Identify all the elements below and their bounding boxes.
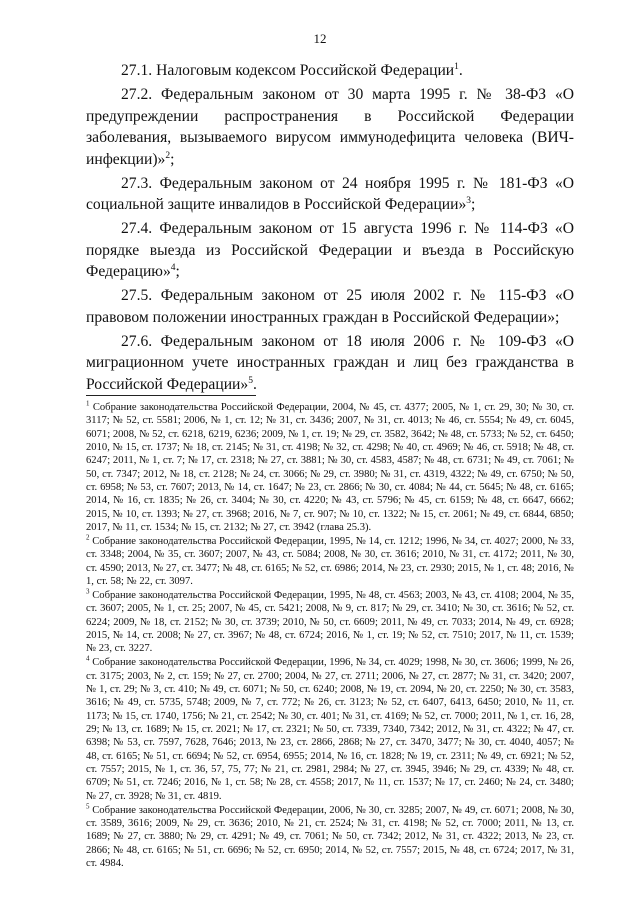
law-item-tail: ;	[175, 263, 180, 280]
footnote-ref: 4	[170, 262, 176, 273]
footnote-text: Собрание законодательства Российской Федерации, 1996, № 34, ст. 4029; 1998, № 30, ст. 3606; 1999, № 26, ст. 3175; 2003, № 2, ст. 159; № 27, ст. 2700; 2004, № 27, ст. 2711; 2006, № 27, ст. 2877; № 31, ст. 3420; 2007, № 1, ст. 29; № 3, ст. 410; № 49, ст. 6071; № 50, ст. 6240; 2008, № 19, ст. 2094, № 20, ст. 2250; № 30, ст. 3583, 3616; № 49, ст. 5735, 5748; 2009, № 7, ст. 772; № 26, ст. 3123; № 52, ст. 6407, 6413, 6450; 2010, № 11, ст. 1173; № 15, ст. 1740, 1756; № 21, ст. 2542; № 30, ст. 401; № 31, ст. 4169; № 52, ст. 7000; 2011, № 1, ст. 16, 28, 29; № 13, ст. 1689; № 15, ст. 2021; № 17, ст. 2321; № 50, ст. 7339, 7340, 7342; 2012, № 31, ст. 4322; № 47, ст. 6398; № 53, ст. 7597, 7628, 7646; 2013, № 23, ст. 2866, 2868; № 27, ст. 3470, 3477; № 30, ст. 4040, 4057; № 48, ст. 6165; № 51, ст. 6694; № 52, ст. 6954, 6955; 2014, № 16, ст. 1828; № 19, ст. 2311; № 49, ст. 6921; № 52, ст. 7557; 2015, № 1, ст. 36, 57, 75, 77; № 21, ст. 2981, 2984; № 27, ст. 3945, 3946; № 29, ст. 4339; № 48, ст. 6709; № 51, ст. 7246; 2016, № 1, ст. 58; № 28, ст. 4558; 2017, № 11, ст. 1537; № 17, ст. 2460; № 24, ст. 3480; № 27, ст. 3928; № 31, ст. 4819.	[86, 657, 574, 802]
law-list	[86, 60, 574, 398]
law-item-27-3	[86, 173, 574, 216]
law-item-text: 27.5. Федеральным законом от 25 июля 2002 г. № 115-ФЗ «О правовом положении иностранных граждан в Российской Федерации»;	[86, 287, 574, 326]
footnote-text: Собрание законодательства Российской Федерации, 2004, № 45, ст. 4377; 2005, № 1, ст. 29, 30; № 30, ст. 3117; № 52, ст. 5581; 2006, № 1, ст. 12; № 31, ст. 3436; 2007, № 31, ст. 4013; № 46, ст. 5554; № 49, ст. 6045, 6071; 2008, № 52, ст. 6218, 6219, 6236; 2009, № 1, ст. 19; № 29, ст. 3582, 3642; № 48, ст. 5733; № 52, ст. 6450; 2010, № 15, ст. 1737; № 18, ст. 2145; № 31, ст. 4198; № 32, ст. 4298; № 40, ст. 4969; № 46, ст. 5918; № 48, ст. 6247; 2011, № 1, ст. 7; № 17, ст. 2318; № 27, ст. 3881; № 30, ст. 4583, 4587; № 48, ст. 6731; № 49, ст. 7061; № 50, ст. 7347; 2012, № 18, ст. 2128; № 24, ст. 3066; № 29, ст. 3980; № 31, ст. 4319, 4322; № 49, ст. 6750; № 50, ст. 6958; № 53, ст. 7607; 2013, № 14, ст. 1647; № 23, ст. 2866; № 30, ст. 4084; № 44, ст. 5645; № 48, ст. 6165; 2014, № 16, ст. 1835; № 26, ст. 3404; № 30, ст. 4220; № 43, ст. 5796; № 45, ст. 6159; № 48, ст. 6647, 6662; 2015, № 10, ст. 1393; № 27, ст. 3968; 2016, № 7, ст. 907; № 10, ст. 1322; № 15, ст. 2061; № 49, ст. 6844, 6850; 2017, № 11, ст. 1534; № 15, ст. 2132; № 27, ст. 3942 (глава 25.3).	[86, 402, 575, 534]
law-item-text: 27.2. Федеральным законом от 30 марта 1995 г. № 38-ФЗ «О предупреждении распространения в Российской Федерации заболевания, вызываемого вирусом иммунодефицита человека (ВИЧ-инфекции)»	[86, 86, 574, 168]
footnote-2	[86, 535, 574, 588]
footnote-5	[86, 804, 574, 871]
footnote-4	[86, 656, 574, 803]
footnote-text: Собрание законодательства Российской Федерации, 2006, № 30, ст. 3285; 2007, № 49, ст. 6071; 2008, № 30, ст. 3589, 3616; 2009, № 29, ст. 3636; 2010, № 21, ст. 2524; № 31, ст. 4198; № 52, ст. 7000; 2011, № 13, ст. 1689; № 27, ст. 3880; № 29, ст. 4291; № 49, ст. 7061; № 50, ст. 7342; 2012, № 31, ст. 4322; 2013, № 23, ст. 2866; № 48, ст. 6165; № 51, ст. 6696; № 52, ст. 6950; 2014, № 52, ст. 7557; 2015, № 48, ст. 6724; 2017, № 31, ст. 4984.	[86, 804, 574, 870]
law-item-27-5	[86, 285, 574, 328]
law-item-text: 27.1. Налоговым кодексом Российской Федерации	[121, 62, 455, 79]
law-item-27-4	[86, 218, 574, 283]
footnote-ref: 1	[454, 61, 459, 72]
law-item-text: 27.3. Федеральным законом от 24 ноября 1995 г. № 181-ФЗ «О социальной защите инвалидов в Российской Федерации»	[86, 174, 574, 213]
law-item-text: 27.6. Федеральным законом от 18 июля 2006 г. № 109-ФЗ «О миграционном учете иностранных граждан и лиц без гражданства в Российской Федерации»	[86, 332, 574, 393]
law-item-27-6	[86, 331, 574, 396]
footnote-ref: 5	[248, 375, 253, 386]
law-item-27-2	[86, 84, 574, 170]
footnotes	[86, 401, 574, 871]
page-number: 12	[313, 31, 327, 46]
law-item-27-1	[86, 60, 574, 82]
footnote-number: 3	[86, 587, 90, 596]
footnote-number: 1	[86, 399, 90, 408]
footnote-3	[86, 589, 574, 656]
footnote-text: Собрание законодательства Российской Федерации, 1995, № 14, ст. 1212; 1996, № 34, ст. 4027; 2000, № 33, ст. 3348; 2004, № 35, ст. 3607; 2007, № 43, ст. 5084; 2008, № 30, ст. 3616; 2010, № 31, ст. 4172; 2011, № 30, ст. 4590; 2013, № 27, ст. 3477; № 48, ст. 6165; № 52, ст. 6986; 2014, № 23, ст. 2930; 2015, № 1, ст. 48; 2016, № 1, ст. 58; № 22, ст. 3097.	[86, 536, 574, 588]
footnote-separator	[86, 395, 256, 396]
law-item-tail: .	[458, 62, 463, 79]
footnote-number: 5	[86, 802, 90, 811]
footnote-number: 4	[86, 654, 90, 663]
law-item-tail: ;	[471, 196, 476, 213]
footnote-number: 2	[86, 533, 90, 542]
footnote-1	[86, 401, 574, 534]
law-item-text: 27.4. Федеральным законом от 15 августа 1996 г. № 114-ФЗ «О порядке выезда из Российской Федерации и въезда в Российскую Федерацию»	[86, 220, 574, 280]
law-item-tail: ;	[170, 150, 175, 168]
footnote-ref: 3	[466, 195, 472, 206]
footnote-ref: 2	[165, 150, 171, 161]
law-item-tail: .	[252, 375, 257, 393]
footnote-text: Собрание законодательства Российской Федерации, 1995, № 48, ст. 4563; 2003, № 43, ст. 4108; 2004, № 35, ст. 3607; 2005, № 1, ст. 25; 2007, № 45, ст. 5421; 2008, № 9, ст. 817; № 29, ст. 3410; № 30, ст. 3616; № 52, ст. 6224; 2009, № 18, ст. 2152; № 30, ст. 3739; 2010, № 50, ст. 6609; 2011, № 49, ст. 7033; 2014, № 49, ст. 6928; 2015, № 14, ст. 2008; № 27, ст. 3967; № 48, ст. 6724; 2016, № 1, ст. 19; № 52, ст. 7510; 2017, № 11, ст. 1539; № 23, ст. 3227.	[86, 590, 574, 655]
